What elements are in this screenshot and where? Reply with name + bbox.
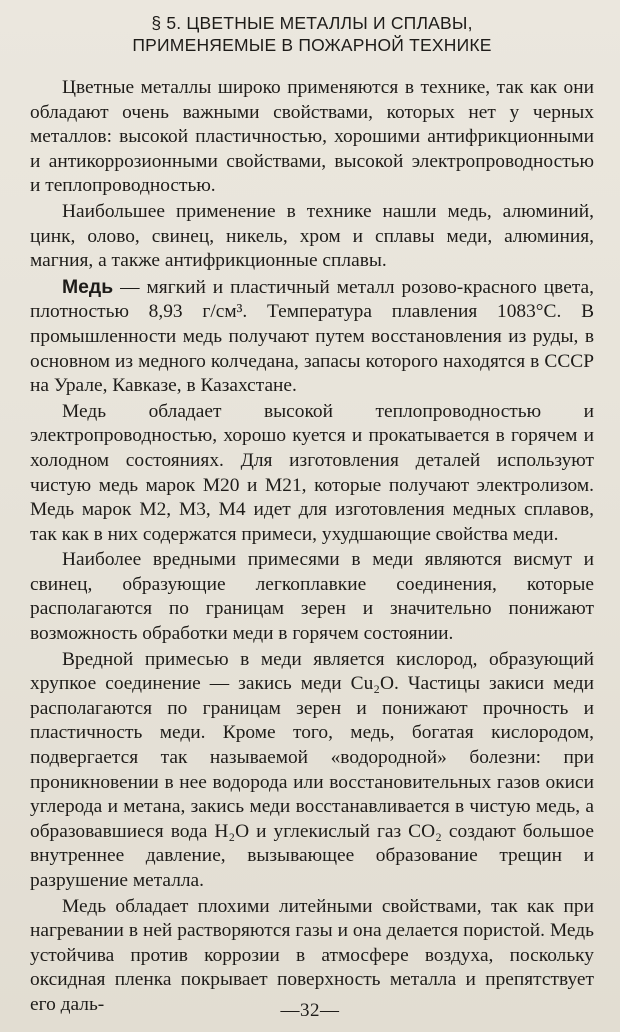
section-heading [30,12,594,56]
paragraph-7: Медь обладает плохими литейными свойствами, так как при нагревании в ней растворяются газы и она делается пористой. Медь устойчива против коррозии в атмосфере воздуха, поскольку оксидная пленка покрывает поверхность металла и препятствует его даль- [30,895,594,1015]
paragraph-6: Вредной примесью в меди является кислород, образующий хрупкое соединение — закись меди Cu₂O. Частицы закиси меди располагаются по границам зерен и понижают прочность и пластичность меди. Кроме того, медь, богатая кислородом, подвергается так называемой «водородной» болезни: при проникновении в нее водорода или восстановительных газов окиси углерода и метана, закись меди восстанавливается в чистую медь, а образовавшиеся вода H₂O и углекислый газ CO₂ создают большое внутреннее давление, вызывающее образование трещин и разрушение металла. [30,648,594,891]
paragraph-3-text: — мягкий и пластичный металл розово-красного цвета, плотностью 8,93 г/см³. Температура плавления 1083°С. В промышленности медь получают путем восстановления из руды, в основном из медного колчедана, запасы которого находятся в СССР на Урале, Кавказе, в Казахстане. [30,276,594,397]
page-number: —32— [280,1000,340,1021]
section-heading-line-2: ПРИМЕНЯЕМЫЕ В ПОЖАРНОЙ ТЕХНИКЕ [132,35,492,55]
paragraph-4: Медь обладает высокой теплопроводностью и электропроводностью, хорошо куется и прокатывается в горячем и холодном состояниях. Для изготовления деталей используют чистую медь марок М20 и М21, которые получают электролизом. Медь марок М2, М3, М4 идет для изготовления медных сплавов, так как в них содержатся примеси, ухудшающие свойства меди. [30,400,594,545]
body-text [30,76,594,1018]
paragraph-5: Наиболее вредными примесями в меди являются висмут и свинец, образующие легкоплавкие соединения, которые располагаются по границам зерен и значительно понижают возможность обработки меди в горячем состоянии. [30,549,594,645]
term-copper: Медь [62,275,114,298]
paragraph-2: Наибольшее применение в технике нашли медь, алюминий, цинк, олово, свинец, никель, хром и сплавы меди, алюминия, магния, а также антифрикционные сплавы. [30,200,594,272]
section-heading-line-1: § 5. ЦВЕТНЫЕ МЕТАЛЛЫ И СПЛАВЫ, [151,13,473,33]
paragraph-1: Цветные металлы широко применяются в технике, так как они обладают очень важными свойствами, которых нет у черных металлов: высокой пластичностью, хорошими антифрикционными и антикоррозионными свойствами, высокой электропроводностью и теплопроводностью. [30,77,594,197]
paragraph-3 [30,275,594,399]
